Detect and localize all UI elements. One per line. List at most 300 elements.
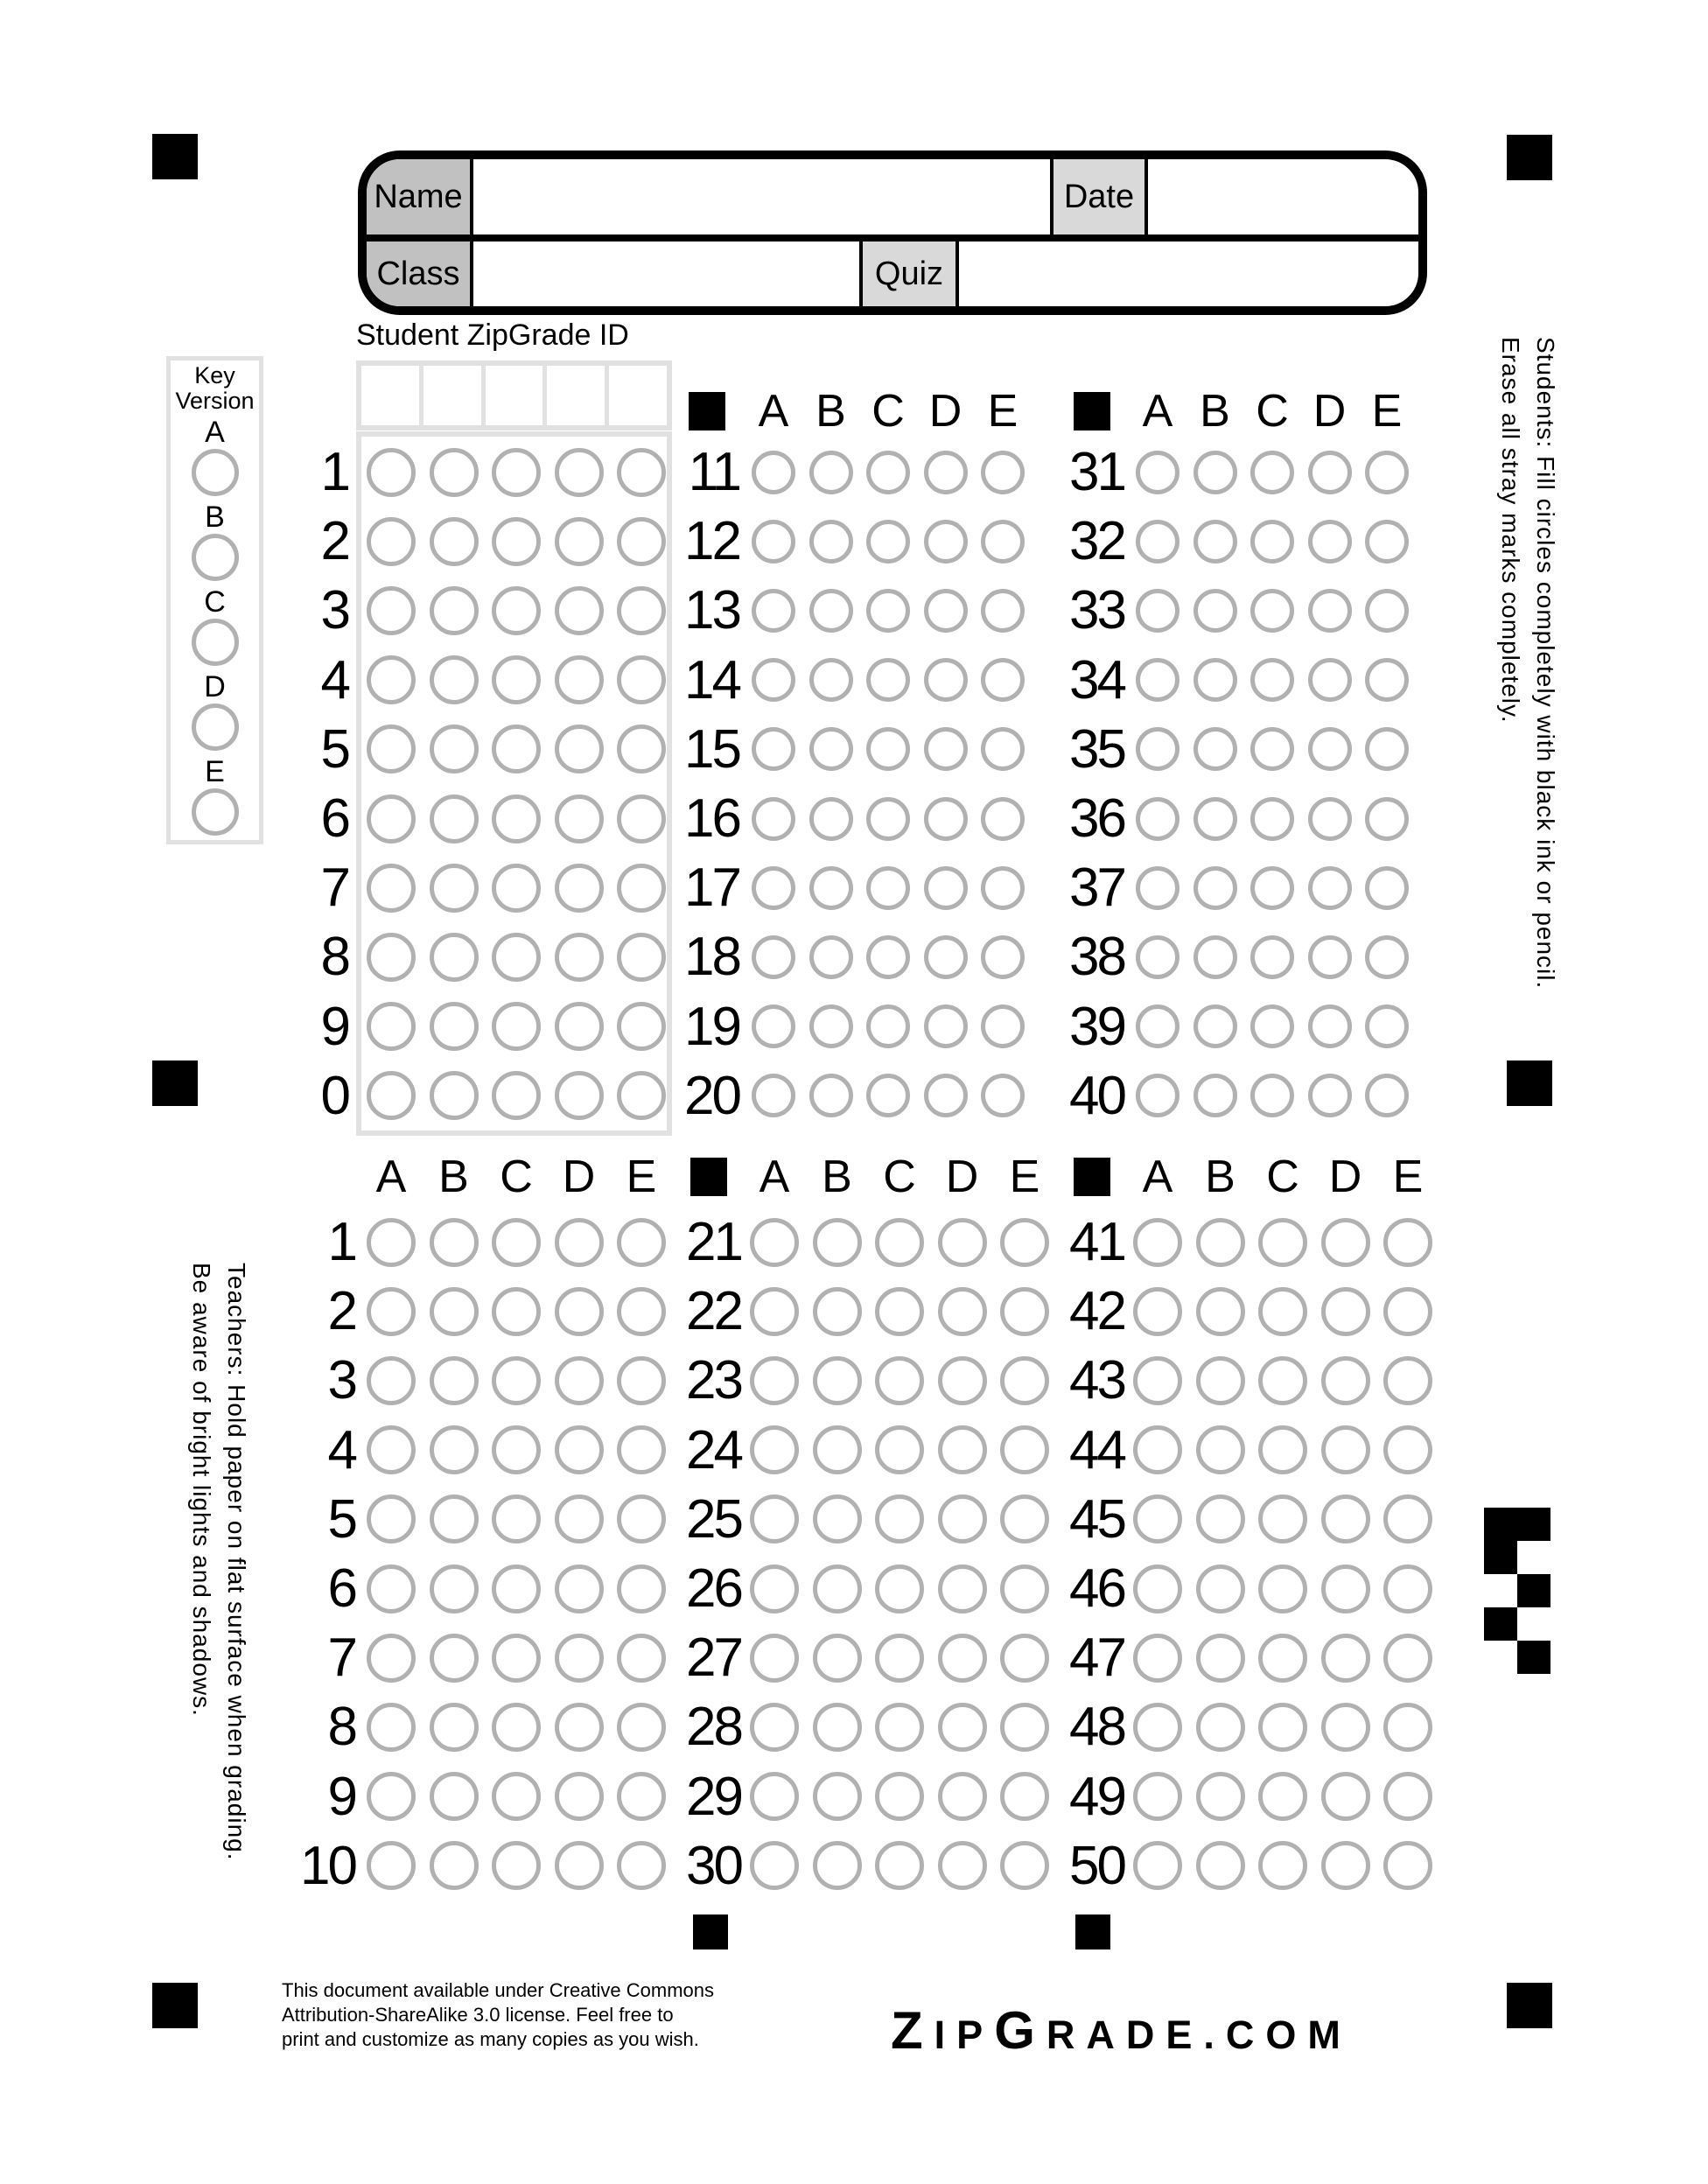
q50-option-C[interactable] bbox=[1258, 1841, 1307, 1890]
q25-option-C[interactable] bbox=[875, 1494, 924, 1544]
q19-option-C[interactable] bbox=[866, 1004, 910, 1048]
q34-option-B[interactable] bbox=[1194, 658, 1237, 702]
key-version-bubble-B[interactable] bbox=[192, 534, 239, 581]
id-write-cell-4[interactable] bbox=[547, 366, 605, 425]
q38-option-D[interactable] bbox=[1308, 935, 1352, 979]
q19-option-A[interactable] bbox=[752, 1004, 795, 1048]
q43-option-D[interactable] bbox=[1321, 1356, 1370, 1405]
id-write-cell-3[interactable] bbox=[486, 366, 543, 425]
q18-option-B[interactable] bbox=[809, 935, 853, 979]
q12-option-D[interactable] bbox=[924, 520, 968, 564]
q2-option-C[interactable] bbox=[492, 1287, 541, 1336]
q33-option-C[interactable] bbox=[1250, 589, 1294, 633]
id-bubble-col3-digit-1[interactable] bbox=[492, 448, 541, 497]
id-bubble-col1-digit-3[interactable] bbox=[367, 586, 416, 635]
q8-option-C[interactable] bbox=[492, 1703, 541, 1752]
id-bubble-col4-digit-0[interactable] bbox=[555, 1071, 604, 1120]
q41-option-C[interactable] bbox=[1258, 1218, 1307, 1267]
q22-option-A[interactable] bbox=[750, 1287, 799, 1336]
q8-option-D[interactable] bbox=[555, 1703, 604, 1752]
q33-option-B[interactable] bbox=[1194, 589, 1237, 633]
key-version-bubble-D[interactable] bbox=[192, 704, 239, 751]
id-bubble-col3-digit-6[interactable] bbox=[492, 794, 541, 844]
q34-option-C[interactable] bbox=[1250, 658, 1294, 702]
q31-option-B[interactable] bbox=[1194, 451, 1237, 494]
q32-option-B[interactable] bbox=[1194, 520, 1237, 564]
id-bubble-col2-digit-9[interactable] bbox=[430, 1002, 479, 1051]
q6-option-E[interactable] bbox=[617, 1564, 666, 1614]
q22-option-E[interactable] bbox=[1000, 1287, 1049, 1336]
q44-option-E[interactable] bbox=[1383, 1425, 1432, 1474]
id-bubble-col1-digit-2[interactable] bbox=[367, 517, 416, 566]
q36-option-E[interactable] bbox=[1365, 797, 1409, 841]
key-version-bubble-E[interactable] bbox=[192, 788, 239, 836]
id-bubble-col5-digit-8[interactable] bbox=[617, 933, 666, 982]
id-bubble-col4-digit-5[interactable] bbox=[555, 724, 604, 774]
id-bubble-col3-digit-9[interactable] bbox=[492, 1002, 541, 1051]
id-write-cell-2[interactable] bbox=[424, 366, 481, 425]
q8-option-A[interactable] bbox=[367, 1703, 416, 1752]
q27-option-E[interactable] bbox=[1000, 1634, 1049, 1683]
q33-option-A[interactable] bbox=[1136, 589, 1180, 633]
q24-option-D[interactable] bbox=[938, 1425, 987, 1474]
id-bubble-col5-digit-4[interactable] bbox=[617, 655, 666, 704]
id-bubble-col5-digit-5[interactable] bbox=[617, 724, 666, 774]
q22-option-D[interactable] bbox=[938, 1287, 987, 1336]
q22-option-C[interactable] bbox=[875, 1287, 924, 1336]
q12-option-B[interactable] bbox=[809, 520, 853, 564]
q14-option-E[interactable] bbox=[981, 658, 1025, 702]
q49-option-A[interactable] bbox=[1133, 1772, 1182, 1821]
q11-option-B[interactable] bbox=[809, 451, 853, 494]
q27-option-B[interactable] bbox=[813, 1634, 862, 1683]
id-write-cell-5[interactable] bbox=[609, 366, 667, 425]
q12-option-C[interactable] bbox=[866, 520, 910, 564]
q30-option-A[interactable] bbox=[750, 1841, 799, 1890]
id-bubble-col3-digit-7[interactable] bbox=[492, 864, 541, 913]
q39-option-E[interactable] bbox=[1365, 1004, 1409, 1048]
id-bubble-col1-digit-6[interactable] bbox=[367, 794, 416, 844]
q15-option-A[interactable] bbox=[752, 727, 795, 771]
q46-option-A[interactable] bbox=[1133, 1564, 1182, 1614]
id-bubble-col4-digit-7[interactable] bbox=[555, 864, 604, 913]
q28-option-B[interactable] bbox=[813, 1703, 862, 1752]
q35-option-A[interactable] bbox=[1136, 727, 1180, 771]
id-bubble-col4-digit-9[interactable] bbox=[555, 1002, 604, 1051]
q3-option-A[interactable] bbox=[367, 1356, 416, 1405]
q49-option-B[interactable] bbox=[1196, 1772, 1245, 1821]
id-bubble-col2-digit-4[interactable] bbox=[430, 655, 479, 704]
q47-option-D[interactable] bbox=[1321, 1634, 1370, 1683]
q45-option-C[interactable] bbox=[1258, 1494, 1307, 1544]
q32-option-D[interactable] bbox=[1308, 520, 1352, 564]
q46-option-B[interactable] bbox=[1196, 1564, 1245, 1614]
q48-option-B[interactable] bbox=[1196, 1703, 1245, 1752]
q5-option-C[interactable] bbox=[492, 1494, 541, 1544]
id-bubble-col3-digit-4[interactable] bbox=[492, 655, 541, 704]
q37-option-E[interactable] bbox=[1365, 866, 1409, 910]
q29-option-B[interactable] bbox=[813, 1772, 862, 1821]
id-bubble-col5-digit-2[interactable] bbox=[617, 517, 666, 566]
q47-option-A[interactable] bbox=[1133, 1634, 1182, 1683]
q20-option-E[interactable] bbox=[981, 1074, 1025, 1117]
q24-option-B[interactable] bbox=[813, 1425, 862, 1474]
q1-option-B[interactable] bbox=[430, 1218, 479, 1267]
id-bubble-col2-digit-3[interactable] bbox=[430, 586, 479, 635]
q11-option-C[interactable] bbox=[866, 451, 910, 494]
q43-option-E[interactable] bbox=[1383, 1356, 1432, 1405]
q30-option-D[interactable] bbox=[938, 1841, 987, 1890]
id-bubble-col5-digit-6[interactable] bbox=[617, 794, 666, 844]
q43-option-C[interactable] bbox=[1258, 1356, 1307, 1405]
q2-option-E[interactable] bbox=[617, 1287, 666, 1336]
q34-option-A[interactable] bbox=[1136, 658, 1180, 702]
q45-option-E[interactable] bbox=[1383, 1494, 1432, 1544]
q45-option-A[interactable] bbox=[1133, 1494, 1182, 1544]
q24-option-A[interactable] bbox=[750, 1425, 799, 1474]
q14-option-D[interactable] bbox=[924, 658, 968, 702]
q8-option-B[interactable] bbox=[430, 1703, 479, 1752]
q37-option-D[interactable] bbox=[1308, 866, 1352, 910]
id-bubble-col4-digit-2[interactable] bbox=[555, 517, 604, 566]
q7-option-E[interactable] bbox=[617, 1634, 666, 1683]
q33-option-D[interactable] bbox=[1308, 589, 1352, 633]
q3-option-E[interactable] bbox=[617, 1356, 666, 1405]
q26-option-C[interactable] bbox=[875, 1564, 924, 1614]
q19-option-E[interactable] bbox=[981, 1004, 1025, 1048]
q32-option-C[interactable] bbox=[1250, 520, 1294, 564]
q49-option-D[interactable] bbox=[1321, 1772, 1370, 1821]
id-bubble-col2-digit-5[interactable] bbox=[430, 724, 479, 774]
q20-option-D[interactable] bbox=[924, 1074, 968, 1117]
q18-option-D[interactable] bbox=[924, 935, 968, 979]
id-bubble-col1-digit-9[interactable] bbox=[367, 1002, 416, 1051]
id-bubble-col1-digit-4[interactable] bbox=[367, 655, 416, 704]
q40-option-E[interactable] bbox=[1365, 1074, 1409, 1117]
q29-option-C[interactable] bbox=[875, 1772, 924, 1821]
q5-option-B[interactable] bbox=[430, 1494, 479, 1544]
q7-option-C[interactable] bbox=[492, 1634, 541, 1683]
q40-option-A[interactable] bbox=[1136, 1074, 1180, 1117]
q27-option-A[interactable] bbox=[750, 1634, 799, 1683]
q17-option-B[interactable] bbox=[809, 866, 853, 910]
q35-option-C[interactable] bbox=[1250, 727, 1294, 771]
q5-option-D[interactable] bbox=[555, 1494, 604, 1544]
q46-option-C[interactable] bbox=[1258, 1564, 1307, 1614]
q10-option-D[interactable] bbox=[555, 1841, 604, 1890]
q36-option-B[interactable] bbox=[1194, 797, 1237, 841]
q25-option-D[interactable] bbox=[938, 1494, 987, 1544]
id-bubble-col1-digit-1[interactable] bbox=[367, 448, 416, 497]
q22-option-B[interactable] bbox=[813, 1287, 862, 1336]
q43-option-B[interactable] bbox=[1196, 1356, 1245, 1405]
q30-option-E[interactable] bbox=[1000, 1841, 1049, 1890]
q46-option-D[interactable] bbox=[1321, 1564, 1370, 1614]
key-version-bubble-A[interactable] bbox=[192, 449, 239, 496]
id-bubble-col2-digit-6[interactable] bbox=[430, 794, 479, 844]
q11-option-E[interactable] bbox=[981, 451, 1025, 494]
q2-option-A[interactable] bbox=[367, 1287, 416, 1336]
q12-option-A[interactable] bbox=[752, 520, 795, 564]
q2-option-B[interactable] bbox=[430, 1287, 479, 1336]
q8-option-E[interactable] bbox=[617, 1703, 666, 1752]
q44-option-D[interactable] bbox=[1321, 1425, 1370, 1474]
q45-option-B[interactable] bbox=[1196, 1494, 1245, 1544]
q48-option-A[interactable] bbox=[1133, 1703, 1182, 1752]
q5-option-E[interactable] bbox=[617, 1494, 666, 1544]
q15-option-D[interactable] bbox=[924, 727, 968, 771]
q34-option-E[interactable] bbox=[1365, 658, 1409, 702]
q1-option-A[interactable] bbox=[367, 1218, 416, 1267]
id-bubble-col1-digit-7[interactable] bbox=[367, 864, 416, 913]
q1-option-D[interactable] bbox=[555, 1218, 604, 1267]
q18-option-A[interactable] bbox=[752, 935, 795, 979]
q29-option-D[interactable] bbox=[938, 1772, 987, 1821]
q30-option-B[interactable] bbox=[813, 1841, 862, 1890]
q38-option-C[interactable] bbox=[1250, 935, 1294, 979]
class-input-area[interactable] bbox=[473, 242, 859, 306]
q47-option-C[interactable] bbox=[1258, 1634, 1307, 1683]
id-bubble-col4-digit-6[interactable] bbox=[555, 794, 604, 844]
q42-option-A[interactable] bbox=[1133, 1287, 1182, 1336]
q33-option-E[interactable] bbox=[1365, 589, 1409, 633]
q19-option-D[interactable] bbox=[924, 1004, 968, 1048]
q13-option-A[interactable] bbox=[752, 589, 795, 633]
q44-option-C[interactable] bbox=[1258, 1425, 1307, 1474]
q35-option-E[interactable] bbox=[1365, 727, 1409, 771]
q39-option-C[interactable] bbox=[1250, 1004, 1294, 1048]
q26-option-B[interactable] bbox=[813, 1564, 862, 1614]
q46-option-E[interactable] bbox=[1383, 1564, 1432, 1614]
q42-option-B[interactable] bbox=[1196, 1287, 1245, 1336]
q4-option-E[interactable] bbox=[617, 1425, 666, 1474]
q36-option-C[interactable] bbox=[1250, 797, 1294, 841]
id-bubble-col5-digit-1[interactable] bbox=[617, 448, 666, 497]
q18-option-E[interactable] bbox=[981, 935, 1025, 979]
id-bubble-col5-digit-0[interactable] bbox=[617, 1071, 666, 1120]
q26-option-D[interactable] bbox=[938, 1564, 987, 1614]
q6-option-C[interactable] bbox=[492, 1564, 541, 1614]
id-bubble-col2-digit-0[interactable] bbox=[430, 1071, 479, 1120]
q12-option-E[interactable] bbox=[981, 520, 1025, 564]
q17-option-C[interactable] bbox=[866, 866, 910, 910]
id-bubble-col2-digit-2[interactable] bbox=[430, 517, 479, 566]
q7-option-B[interactable] bbox=[430, 1634, 479, 1683]
q4-option-A[interactable] bbox=[367, 1425, 416, 1474]
date-input-area[interactable] bbox=[1148, 159, 1418, 234]
q34-option-D[interactable] bbox=[1308, 658, 1352, 702]
id-bubble-col2-digit-7[interactable] bbox=[430, 864, 479, 913]
id-bubble-col3-digit-3[interactable] bbox=[492, 586, 541, 635]
q36-option-A[interactable] bbox=[1136, 797, 1180, 841]
q30-option-C[interactable] bbox=[875, 1841, 924, 1890]
q41-option-B[interactable] bbox=[1196, 1218, 1245, 1267]
q50-option-B[interactable] bbox=[1196, 1841, 1245, 1890]
q48-option-E[interactable] bbox=[1383, 1703, 1432, 1752]
q49-option-E[interactable] bbox=[1383, 1772, 1432, 1821]
quiz-input-area[interactable] bbox=[959, 242, 1418, 306]
q3-option-B[interactable] bbox=[430, 1356, 479, 1405]
q41-option-A[interactable] bbox=[1133, 1218, 1182, 1267]
q41-option-D[interactable] bbox=[1321, 1218, 1370, 1267]
q4-option-C[interactable] bbox=[492, 1425, 541, 1474]
q7-option-D[interactable] bbox=[555, 1634, 604, 1683]
q6-option-D[interactable] bbox=[555, 1564, 604, 1614]
q10-option-C[interactable] bbox=[492, 1841, 541, 1890]
q23-option-B[interactable] bbox=[813, 1356, 862, 1405]
q40-option-D[interactable] bbox=[1308, 1074, 1352, 1117]
q49-option-C[interactable] bbox=[1258, 1772, 1307, 1821]
q9-option-D[interactable] bbox=[555, 1772, 604, 1821]
q11-option-A[interactable] bbox=[752, 451, 795, 494]
q38-option-B[interactable] bbox=[1194, 935, 1237, 979]
q26-option-E[interactable] bbox=[1000, 1564, 1049, 1614]
q9-option-A[interactable] bbox=[367, 1772, 416, 1821]
q18-option-C[interactable] bbox=[866, 935, 910, 979]
q6-option-B[interactable] bbox=[430, 1564, 479, 1614]
q32-option-E[interactable] bbox=[1365, 520, 1409, 564]
q50-option-D[interactable] bbox=[1321, 1841, 1370, 1890]
q48-option-C[interactable] bbox=[1258, 1703, 1307, 1752]
name-input-area[interactable] bbox=[473, 159, 1050, 234]
q23-option-D[interactable] bbox=[938, 1356, 987, 1405]
q39-option-B[interactable] bbox=[1194, 1004, 1237, 1048]
q36-option-D[interactable] bbox=[1308, 797, 1352, 841]
q13-option-D[interactable] bbox=[924, 589, 968, 633]
q14-option-A[interactable] bbox=[752, 658, 795, 702]
id-bubble-col2-digit-8[interactable] bbox=[430, 933, 479, 982]
q4-option-D[interactable] bbox=[555, 1425, 604, 1474]
q29-option-A[interactable] bbox=[750, 1772, 799, 1821]
id-bubble-col1-digit-8[interactable] bbox=[367, 933, 416, 982]
id-bubble-col3-digit-2[interactable] bbox=[492, 517, 541, 566]
q15-option-B[interactable] bbox=[809, 727, 853, 771]
q45-option-D[interactable] bbox=[1321, 1494, 1370, 1544]
q19-option-B[interactable] bbox=[809, 1004, 853, 1048]
q25-option-B[interactable] bbox=[813, 1494, 862, 1544]
id-bubble-col4-digit-8[interactable] bbox=[555, 933, 604, 982]
q15-option-C[interactable] bbox=[866, 727, 910, 771]
q20-option-C[interactable] bbox=[866, 1074, 910, 1117]
q13-option-E[interactable] bbox=[981, 589, 1025, 633]
q39-option-A[interactable] bbox=[1136, 1004, 1180, 1048]
q31-option-A[interactable] bbox=[1136, 451, 1180, 494]
q25-option-E[interactable] bbox=[1000, 1494, 1049, 1544]
id-write-cell-1[interactable] bbox=[361, 366, 419, 425]
q28-option-D[interactable] bbox=[938, 1703, 987, 1752]
q10-option-B[interactable] bbox=[430, 1841, 479, 1890]
q38-option-E[interactable] bbox=[1365, 935, 1409, 979]
q16-option-B[interactable] bbox=[809, 797, 853, 841]
q37-option-B[interactable] bbox=[1194, 866, 1237, 910]
q31-option-D[interactable] bbox=[1308, 451, 1352, 494]
id-bubble-col5-digit-3[interactable] bbox=[617, 586, 666, 635]
q37-option-A[interactable] bbox=[1136, 866, 1180, 910]
q3-option-D[interactable] bbox=[555, 1356, 604, 1405]
q42-option-E[interactable] bbox=[1383, 1287, 1432, 1336]
q9-option-C[interactable] bbox=[492, 1772, 541, 1821]
q23-option-A[interactable] bbox=[750, 1356, 799, 1405]
q43-option-A[interactable] bbox=[1133, 1356, 1182, 1405]
q25-option-A[interactable] bbox=[750, 1494, 799, 1544]
q35-option-B[interactable] bbox=[1194, 727, 1237, 771]
q21-option-D[interactable] bbox=[938, 1218, 987, 1267]
q13-option-B[interactable] bbox=[809, 589, 853, 633]
q23-option-C[interactable] bbox=[875, 1356, 924, 1405]
q17-option-D[interactable] bbox=[924, 866, 968, 910]
q11-option-D[interactable] bbox=[924, 451, 968, 494]
q20-option-A[interactable] bbox=[752, 1074, 795, 1117]
q2-option-D[interactable] bbox=[555, 1287, 604, 1336]
q4-option-B[interactable] bbox=[430, 1425, 479, 1474]
q28-option-C[interactable] bbox=[875, 1703, 924, 1752]
q21-option-C[interactable] bbox=[875, 1218, 924, 1267]
q26-option-A[interactable] bbox=[750, 1564, 799, 1614]
q31-option-E[interactable] bbox=[1365, 451, 1409, 494]
q16-option-C[interactable] bbox=[866, 797, 910, 841]
q28-option-A[interactable] bbox=[750, 1703, 799, 1752]
q50-option-E[interactable] bbox=[1383, 1841, 1432, 1890]
q27-option-C[interactable] bbox=[875, 1634, 924, 1683]
id-bubble-col5-digit-9[interactable] bbox=[617, 1002, 666, 1051]
q14-option-B[interactable] bbox=[809, 658, 853, 702]
q42-option-C[interactable] bbox=[1258, 1287, 1307, 1336]
q40-option-C[interactable] bbox=[1250, 1074, 1294, 1117]
q15-option-E[interactable] bbox=[981, 727, 1025, 771]
id-bubble-col5-digit-7[interactable] bbox=[617, 864, 666, 913]
q38-option-A[interactable] bbox=[1136, 935, 1180, 979]
q42-option-D[interactable] bbox=[1321, 1287, 1370, 1336]
q16-option-D[interactable] bbox=[924, 797, 968, 841]
q31-option-C[interactable] bbox=[1250, 451, 1294, 494]
q44-option-B[interactable] bbox=[1196, 1425, 1245, 1474]
id-bubble-col3-digit-0[interactable] bbox=[492, 1071, 541, 1120]
id-bubble-col3-digit-8[interactable] bbox=[492, 933, 541, 982]
q5-option-A[interactable] bbox=[367, 1494, 416, 1544]
q16-option-E[interactable] bbox=[981, 797, 1025, 841]
q29-option-E[interactable] bbox=[1000, 1772, 1049, 1821]
q16-option-A[interactable] bbox=[752, 797, 795, 841]
id-bubble-col4-digit-3[interactable] bbox=[555, 586, 604, 635]
q48-option-D[interactable] bbox=[1321, 1703, 1370, 1752]
q37-option-C[interactable] bbox=[1250, 866, 1294, 910]
q17-option-A[interactable] bbox=[752, 866, 795, 910]
id-bubble-col3-digit-5[interactable] bbox=[492, 724, 541, 774]
q47-option-E[interactable] bbox=[1383, 1634, 1432, 1683]
q21-option-E[interactable] bbox=[1000, 1218, 1049, 1267]
q21-option-B[interactable] bbox=[813, 1218, 862, 1267]
q10-option-A[interactable] bbox=[367, 1841, 416, 1890]
q47-option-B[interactable] bbox=[1196, 1634, 1245, 1683]
q1-option-E[interactable] bbox=[617, 1218, 666, 1267]
q23-option-E[interactable] bbox=[1000, 1356, 1049, 1405]
q24-option-C[interactable] bbox=[875, 1425, 924, 1474]
q39-option-D[interactable] bbox=[1308, 1004, 1352, 1048]
q9-option-E[interactable] bbox=[617, 1772, 666, 1821]
q24-option-E[interactable] bbox=[1000, 1425, 1049, 1474]
q7-option-A[interactable] bbox=[367, 1634, 416, 1683]
id-bubble-col1-digit-5[interactable] bbox=[367, 724, 416, 774]
id-bubble-col2-digit-1[interactable] bbox=[430, 448, 479, 497]
q41-option-E[interactable] bbox=[1383, 1218, 1432, 1267]
q1-option-C[interactable] bbox=[492, 1218, 541, 1267]
q44-option-A[interactable] bbox=[1133, 1425, 1182, 1474]
id-bubble-col4-digit-4[interactable] bbox=[555, 655, 604, 704]
q21-option-A[interactable] bbox=[750, 1218, 799, 1267]
key-version-bubble-C[interactable] bbox=[192, 619, 239, 666]
q35-option-D[interactable] bbox=[1308, 727, 1352, 771]
q17-option-E[interactable] bbox=[981, 866, 1025, 910]
